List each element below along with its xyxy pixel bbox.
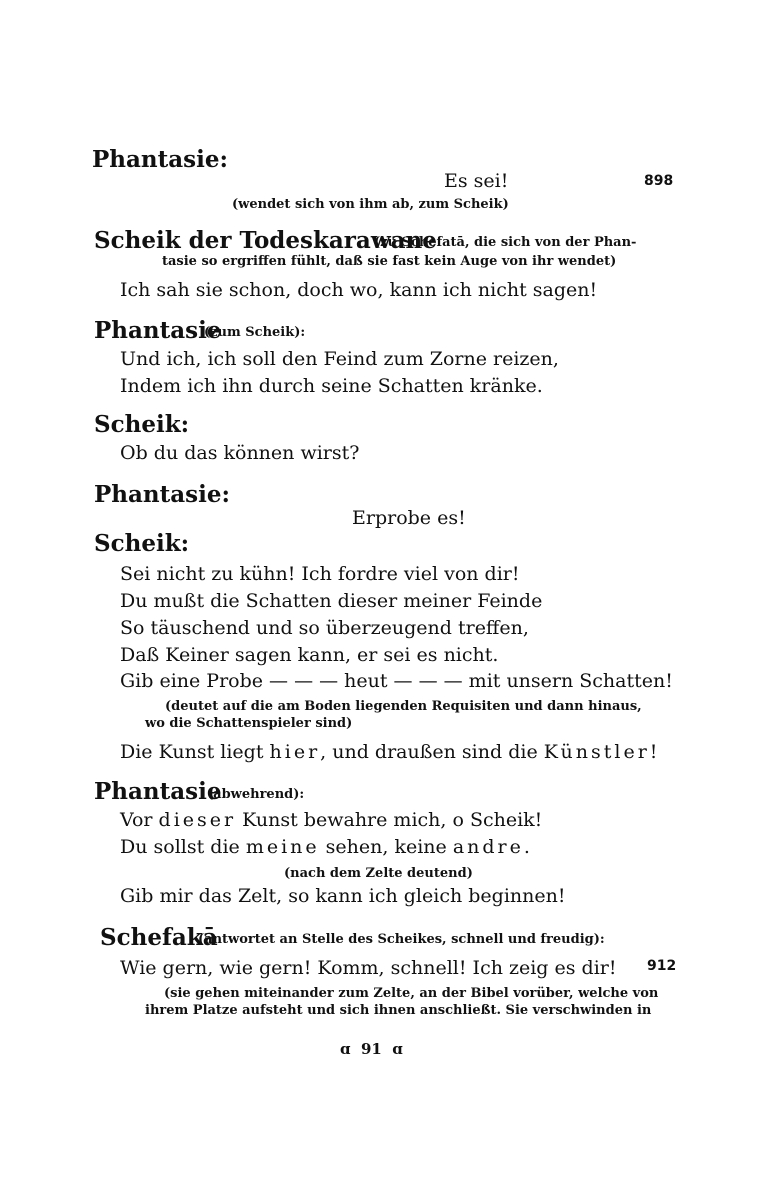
verse-line: Daß Keiner sagen kann, er sei es nicht.: [120, 644, 499, 666]
verse-line: Gib eine Probe — — — heut — — — mit unsern Schatten!: [120, 670, 673, 692]
verse-line: Gib mir das Zelt, so kann ich gleich beginnen!: [120, 885, 566, 907]
verse-line: Es sei!: [444, 170, 509, 192]
verse-line: [120, 836, 530, 858]
verse-line: Indem ich ihn durch seine Schatten kränke.: [120, 375, 543, 397]
spaced-emphasis: hier: [269, 741, 321, 763]
spaced-emphasis: andre: [452, 836, 524, 858]
page-ornament: ɑ: [392, 1040, 403, 1058]
verse-line: Wie gern, wie gern! Komm, schnell! Ich zeig es dir!: [120, 957, 617, 979]
verse-line: Sei nicht zu kühn! Ich fordre viel von dir!: [120, 563, 520, 585]
stage-direction: (nach dem Zelte deutend): [284, 866, 473, 881]
spaced-emphasis: meine: [245, 836, 320, 858]
page-ornament: ɑ: [340, 1040, 351, 1058]
stage-direction: tasie so ergriffen fühlt, daß sie fast kein Auge von ihr wendet): [162, 254, 617, 269]
verse-text: Die Kunst liegt: [120, 741, 270, 763]
line-number-898: 898: [644, 173, 674, 189]
page-footer: [340, 1040, 403, 1058]
spaced-emphasis: dieser: [158, 809, 237, 831]
stage-direction: (antwortet an Stelle des Scheikes, schnell und freudig):: [198, 932, 605, 947]
speaker-scheik: Scheik:: [94, 411, 190, 438]
verse-line: Ich sah sie schon, doch wo, kann ich nicht sagen!: [120, 279, 598, 301]
speaker-scheik-der-todeskarawane: Scheik der Todeskarawane: [94, 227, 437, 254]
verse-text: Kunst bewahre mich, o Scheik!: [236, 809, 543, 831]
stage-direction: wo die Schattenspieler sind): [145, 716, 353, 731]
verse-line: [120, 809, 542, 831]
spaced-emphasis: Künstler!: [543, 741, 661, 763]
verse-text: sehen, keine: [319, 836, 453, 858]
speaker-phantasie: Phantasie: [94, 778, 222, 805]
speaker-phantasie: Phantasie:: [94, 481, 230, 508]
verse-text: Du sollst die: [120, 836, 246, 858]
stage-direction: ihrem Platze aufsteht und sich ihnen anschließt. Sie verschwinden in: [145, 1003, 652, 1018]
page-number: 91: [360, 1040, 382, 1058]
speaker-schefaka: Schefakā: [100, 924, 218, 951]
verse-line: Du mußt die Schatten dieser meiner Feinde: [120, 590, 543, 612]
stage-direction: (deutet auf die am Boden liegenden Requisiten und dann hinaus,: [165, 699, 642, 714]
stage-direction: (zum Scheik):: [204, 325, 306, 340]
stage-direction: (sie gehen miteinander zum Zelte, an der Bibel vorüber, welche von: [164, 986, 659, 1001]
speaker-phantasie: Phantasie:: [92, 146, 228, 173]
stage-direction: (zu Schefatā, die sich von der Phan-: [374, 235, 637, 250]
line-number-912: 912: [647, 958, 677, 974]
speaker-phantasie: Phantasie: [94, 317, 222, 344]
verse-line: Und ich, ich soll den Feind zum Zorne reizen,: [120, 348, 559, 370]
verse-line: So täuschend und so überzeugend treffen,: [120, 617, 529, 639]
verse-line: [120, 741, 660, 763]
verse-line: Erprobe es!: [352, 507, 466, 529]
stage-direction: (wendet sich von ihm ab, zum Scheik): [232, 197, 509, 212]
verse-line: Ob du das können wirst?: [120, 442, 360, 464]
verse-text: , und draußen sind die: [320, 741, 544, 763]
verse-text: Vor: [120, 809, 159, 831]
stage-direction: (abwehrend):: [207, 787, 305, 802]
verse-text: .: [523, 836, 530, 858]
speaker-scheik: Scheik:: [94, 530, 190, 557]
